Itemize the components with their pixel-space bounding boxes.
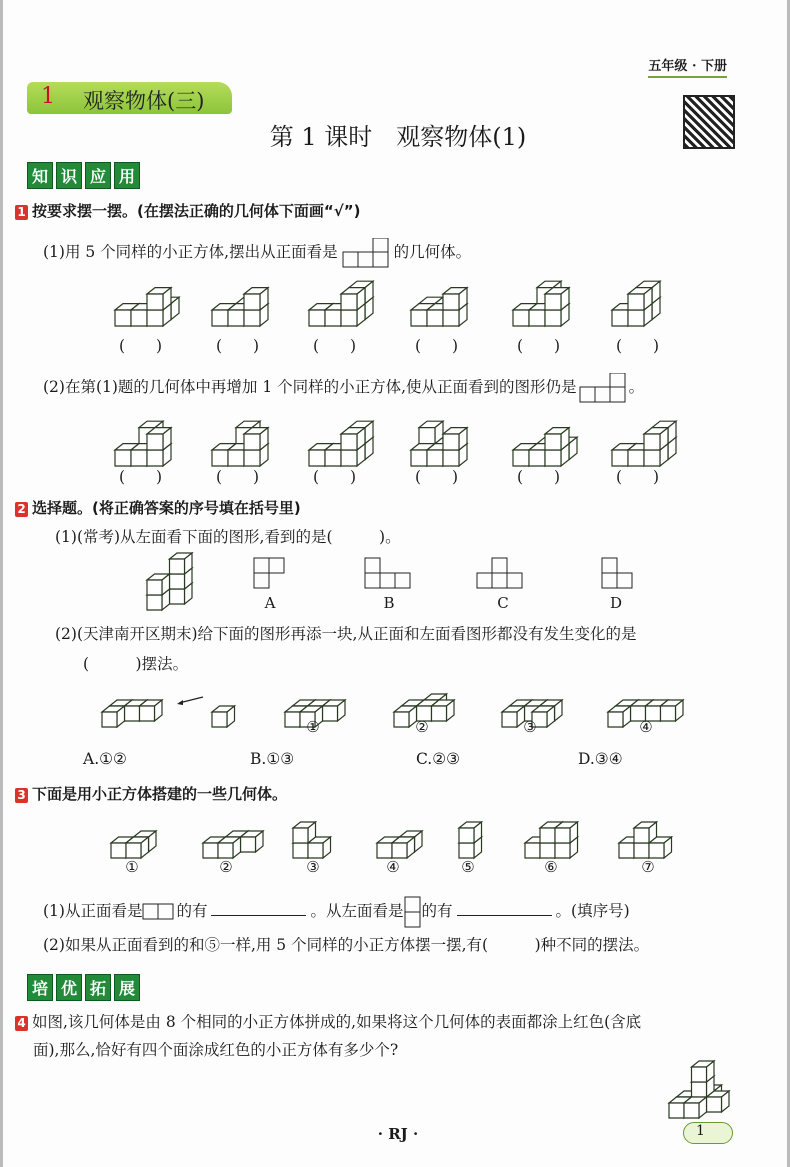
q1-title: [15, 200, 360, 221]
section-extension: [27, 974, 140, 1001]
option-a: A.①②: [83, 750, 127, 768]
square: [365, 573, 380, 588]
answer-blank[interactable]: [457, 915, 552, 916]
cube-face: [612, 450, 628, 466]
cube-face: [661, 706, 676, 721]
section-char: 用: [114, 162, 140, 189]
square: [254, 573, 269, 588]
answer-parenthesis[interactable]: ( ): [119, 337, 163, 355]
cube-face: [341, 450, 357, 466]
text: 。: [628, 378, 645, 396]
cube-face: [411, 450, 427, 466]
cube-face: [212, 712, 227, 727]
cube-face: [212, 450, 228, 466]
unit-banner: [27, 82, 232, 114]
text: (1)用 5 个同样的小正方体,摆出从正面看是: [43, 243, 338, 261]
cube-face: [147, 434, 163, 450]
cube-face: [634, 843, 649, 858]
option-d: D.③④: [578, 750, 623, 768]
q2-part2: (2)(天津南开区期末)给下面的图形再添一块,从正面和左面看图形都没有发生变化的是: [55, 625, 637, 643]
figure-label: ①: [306, 718, 320, 736]
cube-face: [628, 450, 644, 466]
cube-face: [308, 843, 323, 858]
answer-parenthesis[interactable]: ( ): [216, 468, 260, 486]
cube-face: [529, 450, 545, 466]
figure-label: ①: [125, 858, 139, 876]
cube-face: [545, 310, 561, 326]
cube-face: [540, 828, 555, 843]
cube-face: [545, 450, 561, 466]
q4-line2: 面),那么,恰好有四个面涂成红色的小正方体有多少个?: [33, 1041, 399, 1059]
cube-face: [377, 843, 392, 858]
answer-parenthesis[interactable]: ( ): [415, 468, 459, 486]
square: [380, 573, 395, 588]
cube-figure: [143, 540, 263, 620]
square: [254, 558, 269, 573]
cube-face: [545, 434, 561, 450]
lesson-title: 第 1 课时 观察物体(1): [269, 123, 527, 151]
cube-face: [228, 450, 244, 466]
cube-face: [325, 450, 341, 466]
cube-face: [293, 828, 308, 843]
cube-face: [241, 837, 256, 852]
answer-parenthesis[interactable]: ( ): [119, 468, 163, 486]
cube-face: [325, 310, 341, 326]
cube-face: [126, 843, 141, 858]
cube-face: [147, 294, 163, 310]
option-label-D: D: [609, 594, 623, 612]
text: (1)从正面看是: [43, 902, 143, 920]
unit-number: 1: [41, 84, 55, 109]
q1-text: 按要求摆一摆。(在摆法正确的几何体下面画“√”): [32, 202, 361, 220]
q3-part2: (2)如果从正面看到的和⑤一样,用 5 个同样的小正方体摆一摆,有( )种不同的摆法。: [43, 936, 650, 954]
cube-figure: [665, 1048, 785, 1120]
cube-face: [244, 310, 260, 326]
cube-face: [140, 706, 155, 721]
section-char: 知: [27, 162, 53, 189]
square: [492, 558, 507, 573]
q2-text: 选择题。(将正确答案的序号填在括号里): [32, 499, 301, 517]
section-char: 识: [56, 162, 82, 189]
cube-face: [545, 294, 561, 310]
section-char: 优: [56, 974, 82, 1001]
answer-parenthesis[interactable]: ( ): [517, 468, 561, 486]
cube-face: [540, 843, 555, 858]
cube-face: [419, 428, 435, 444]
cube-face: [115, 310, 131, 326]
cube-face: [111, 843, 126, 858]
grade-label: 五年级 · 下册: [648, 55, 727, 78]
cube-face: [684, 1103, 699, 1118]
cube-face: [147, 450, 163, 466]
square: [365, 558, 380, 573]
q2-part1: (1)(常考)从左面看下面的图形,看到的是( )。: [55, 528, 401, 546]
cube-face: [131, 310, 147, 326]
cube-face: [309, 450, 325, 466]
cube-face: [147, 310, 163, 326]
square: [617, 573, 632, 588]
answer-parenthesis[interactable]: ( ): [616, 337, 660, 355]
q4-line1: [15, 1010, 641, 1032]
cube-face: [649, 843, 664, 858]
q2-part2-cont: ( )摆法。: [83, 655, 189, 673]
figure-label: ⑦: [641, 858, 655, 876]
cube-face: [341, 310, 357, 326]
cube-face: [341, 294, 357, 310]
cube-face: [125, 706, 140, 721]
cube-figure: [604, 657, 724, 737]
figure-label: ③: [523, 718, 537, 736]
cube-face: [619, 843, 634, 858]
cube-face: [608, 712, 623, 727]
text: 的有: [421, 902, 453, 920]
cube-face: [443, 450, 459, 466]
cube-face: [115, 450, 131, 466]
cube-face: [612, 310, 628, 326]
text: 如图,该几何体是由 8 个相同的小正方体拼成的,如果将这个几何体的表面都涂上红色(含底: [32, 1013, 642, 1031]
cube-face: [392, 843, 407, 858]
page-number: 1: [683, 1122, 733, 1144]
cube-face: [293, 843, 308, 858]
cube-face: [212, 310, 228, 326]
cube-face: [513, 450, 529, 466]
section-char: 展: [114, 974, 140, 1001]
cube-face: [459, 843, 474, 858]
cube-face: [131, 450, 147, 466]
section-char: 应: [85, 162, 111, 189]
cube-face: [244, 294, 260, 310]
footer-mark: · RJ ·: [377, 1125, 419, 1143]
answer-parenthesis[interactable]: ( ): [517, 337, 561, 355]
cube-face: [692, 1082, 707, 1097]
square: [395, 573, 410, 588]
q3-number: 3: [15, 788, 28, 803]
cube-face: [443, 434, 459, 450]
option-c: C.②③: [416, 750, 461, 768]
cube-face: [341, 434, 357, 450]
q2-title: [15, 497, 301, 518]
cube-face: [628, 294, 644, 310]
square: [492, 573, 507, 588]
section-char: 培: [27, 974, 53, 1001]
figure-label: ⑥: [544, 858, 558, 876]
text: 。(填序号): [555, 902, 630, 920]
square: [477, 573, 492, 588]
q3-part1: [43, 896, 630, 928]
figure-label: ⑤: [461, 858, 475, 876]
answer-parenthesis[interactable]: ( ): [313, 337, 357, 355]
figure-label: ③: [306, 858, 320, 876]
square: [602, 573, 617, 588]
figure-label: ②: [219, 858, 233, 876]
cube-face: [513, 310, 529, 326]
text: 。从左面看是: [310, 902, 404, 920]
cube-face: [644, 450, 660, 466]
answer-parenthesis[interactable]: ( ): [415, 337, 459, 355]
q4-number: 4: [15, 1016, 28, 1031]
text: 的几何体。: [393, 243, 472, 261]
answer-parenthesis[interactable]: ( ): [313, 468, 357, 486]
cube-face: [203, 843, 218, 858]
cube-face: [102, 712, 117, 727]
figure-label: ④: [386, 858, 400, 876]
cube-face: [529, 310, 545, 326]
square: [507, 573, 522, 588]
section-knowledge-application: [27, 162, 140, 189]
cube-face: [170, 574, 185, 589]
cube-face: [707, 1097, 722, 1112]
cube-figure: [608, 396, 728, 476]
cube-face: [459, 828, 474, 843]
option-label-C: C: [497, 594, 509, 612]
figure-label: ②: [415, 718, 429, 736]
unit-title: 观察物体(三): [83, 89, 205, 113]
cube-face: [147, 580, 162, 595]
cube-face: [244, 434, 260, 450]
cube-face: [555, 828, 570, 843]
cube-face: [634, 828, 649, 843]
cube-face: [443, 294, 459, 310]
cube-face: [228, 310, 244, 326]
square: [602, 558, 617, 573]
two-square-shape: [142, 903, 176, 921]
cube-face: [147, 595, 162, 610]
cube-face: [309, 310, 325, 326]
cube-face: [427, 450, 443, 466]
cube-face: [411, 310, 427, 326]
cube-face: [628, 310, 644, 326]
cube-figure: [615, 788, 735, 868]
option-label-B: B: [383, 594, 395, 612]
cube-face: [555, 843, 570, 858]
figure-label: ④: [639, 718, 653, 736]
cube-figure: [608, 256, 728, 336]
cube-face: [669, 1103, 684, 1118]
option-label-A: A: [264, 594, 276, 612]
answer-blank[interactable]: [211, 915, 306, 916]
cube-face: [644, 434, 660, 450]
text: 的有: [176, 902, 208, 920]
square: [269, 558, 284, 573]
answer-parenthesis[interactable]: ( ): [616, 468, 660, 486]
text: (2)在第(1)题的几何体中再增加 1 个同样的小正方体,使从正面看到的图形仍是: [43, 378, 577, 396]
answer-parenthesis[interactable]: ( ): [216, 337, 260, 355]
q3-text: 下面是用小正方体搭建的一些几何体。: [32, 785, 288, 803]
cube-face: [525, 843, 540, 858]
cube-face: [170, 589, 185, 604]
cube-face: [170, 559, 185, 574]
cube-face: [443, 310, 459, 326]
q2-number: 2: [15, 502, 28, 517]
q1-number: 1: [15, 205, 28, 220]
cube-face: [692, 1067, 707, 1082]
cube-face: [218, 843, 233, 858]
cube-face: [427, 310, 443, 326]
arrow-icon: [175, 695, 205, 707]
cube-face: [244, 450, 260, 466]
section-char: 拓: [85, 974, 111, 1001]
vertical-two-square-shape: [404, 896, 422, 928]
option-b: B.①③: [250, 750, 295, 768]
